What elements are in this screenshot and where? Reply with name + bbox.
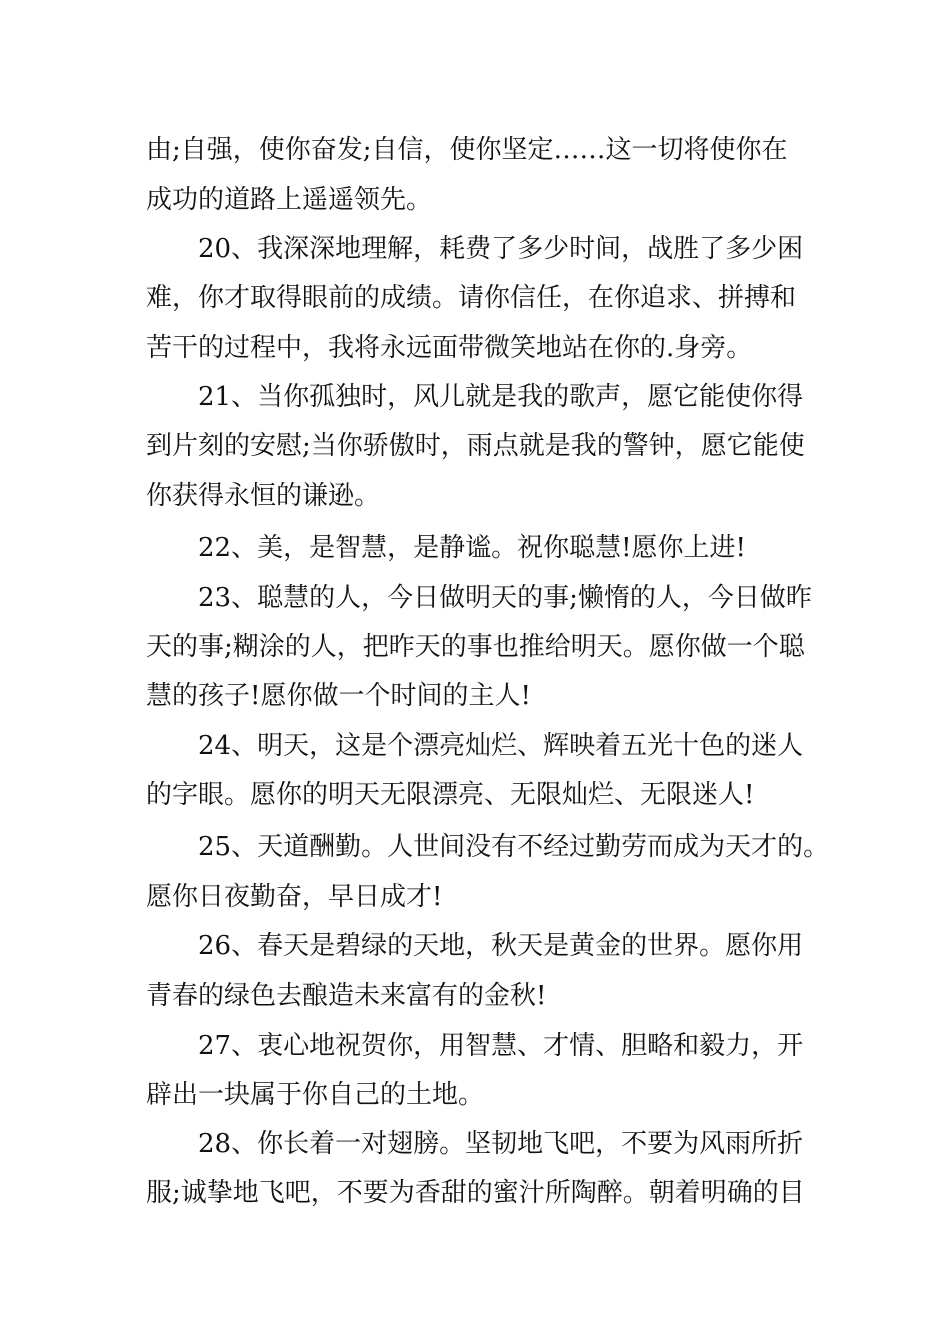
text-line: 青春的绿色去酿造未来富有的金秋! [146, 981, 547, 1011]
text-line: 由;自强，使你奋发;自信，使你坚定……这一切将使你在 [146, 135, 788, 165]
text-line: 天的事;糊涂的人，把昨天的事也推给明天。愿你做一个聪 [146, 632, 805, 662]
text-line: 成功的道路上遥遥领先。 [146, 185, 433, 215]
text-line: 你获得永恒的谦逊。 [146, 481, 381, 511]
text-line: 的字眼。愿你的明天无限漂亮、无限灿烂、无限迷人! [146, 780, 755, 810]
text-line: 愿你日夜勤奋，早日成才! [146, 882, 443, 912]
text-line: 到片刻的安慰;当你骄傲时，雨点就是我的警钟，愿它能使 [146, 431, 805, 461]
text-line: 28、你长着一对翅膀。坚韧地飞吧，不要为风雨所折 [198, 1129, 804, 1159]
text-line: 24、明天，这是个漂亮灿烂、辉映着五光十色的迷人 [198, 731, 804, 761]
text-line: 27、衷心地祝贺你，用智慧、才情、胆略和毅力，开 [198, 1031, 804, 1061]
text-line: 慧的孩子!愿你做一个时间的主人! [146, 681, 531, 711]
text-line: 26、春天是碧绿的天地，秋天是黄金的世界。愿你用 [198, 931, 804, 961]
text-line: 难，你才取得眼前的成绩。请你信任，在你追求、拼搏和 [146, 283, 797, 313]
text-line: 辟出一块属于你自己的土地。 [146, 1080, 485, 1110]
text-line: 21、当你孤独时，风儿就是我的歌声，愿它能使你得 [198, 382, 804, 412]
text-line: 服;诚挚地飞吧，不要为香甜的蜜汁所陶醉。朝着明确的目 [146, 1178, 805, 1208]
text-line: 22、美，是智慧，是静谧。祝你聪慧!愿你上进! [198, 533, 746, 563]
text-line: 23、聪慧的人，今日做明天的事;懒惰的人，今日做昨 [198, 583, 812, 613]
text-line: 25、天道酬勤。人世间没有不经过勤劳而成为天才的。 [198, 832, 830, 862]
text-line: 苦干的过程中，我将永远面带微笑地站在你的.身旁。 [146, 333, 753, 363]
text-line: 20、我深深地理解，耗费了多少时间，战胜了多少困 [198, 234, 804, 264]
